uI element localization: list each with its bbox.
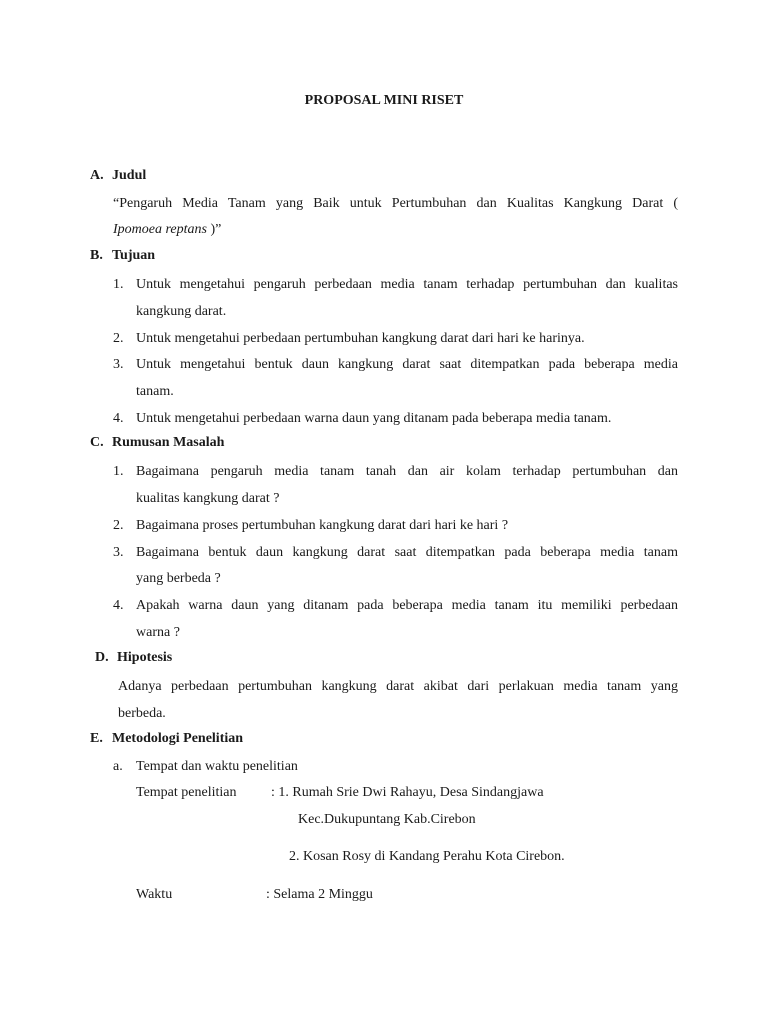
document-title: PROPOSAL MINI RISET xyxy=(304,93,464,108)
rumusan-item-1-line-2: kualitas kangkung darat ? xyxy=(136,491,280,506)
tujuan-item-2-line-1: Untuk mengetahui perbedaan pertumbuhan kangkung darat dari hari ke harinya. xyxy=(136,331,585,346)
section-a-heading: A. Judul xyxy=(90,168,147,183)
tujuan-item-1-line-2: kangkung darat. xyxy=(136,304,227,319)
tujuan-num-3: 3. xyxy=(113,357,124,372)
tempat-penelitian-label: Tempat penelitian xyxy=(136,785,237,800)
hipotesis-line-2: berbeda. xyxy=(118,706,166,721)
judul-line-1: “Pengaruh Media Tanam yang Baik untuk Pertumbuhan dan Kualitas Kangkung Darat ( xyxy=(113,196,678,211)
tempat-penelitian-value-1: : 1. Rumah Srie Dwi Rahayu, Desa Sindangjawa xyxy=(271,785,544,800)
tujuan-num-4: 4. xyxy=(113,411,124,426)
waktu-value: : Selama 2 Minggu xyxy=(266,887,373,902)
rumusan-num-2: 2. xyxy=(113,518,124,533)
tujuan-num-1: 1. xyxy=(113,277,124,292)
tempat-penelitian-value-1b: Kec.Dukupuntang Kab.Cirebon xyxy=(298,812,476,827)
judul-line-2: Ipomoea reptans )” xyxy=(113,222,222,237)
tujuan-num-2: 2. xyxy=(113,331,124,346)
rumusan-item-1-line-1: Bagaimana pengaruh media tanam tanah dan air kolam terhadap pertumbuhan dan xyxy=(136,464,678,479)
rumusan-item-2-line-1: Bagaimana proses pertumbuhan kangkung darat dari hari ke hari ? xyxy=(136,518,509,533)
metodologi-sub-a-label: Tempat dan waktu penelitian xyxy=(136,759,298,774)
section-c-heading: C. Rumusan Masalah xyxy=(90,435,225,450)
rumusan-num-1: 1. xyxy=(113,464,124,479)
rumusan-item-3-line-2: yang berbeda ? xyxy=(136,571,221,586)
metodologi-sub-a-num: a. xyxy=(113,759,123,774)
tempat-penelitian-value-2: 2. Kosan Rosy di Kandang Perahu Kota Cirebon. xyxy=(289,849,565,864)
tujuan-item-3-line-2: tanam. xyxy=(136,384,174,399)
hipotesis-line-1: Adanya perbedaan pertumbuhan kangkung darat akibat dari perlakuan media tanam yang xyxy=(118,679,678,694)
tujuan-item-3-line-1: Untuk mengetahui bentuk daun kangkung darat saat ditempatkan pada beberapa media xyxy=(136,357,678,372)
section-e-heading: E. Metodologi Penelitian xyxy=(90,731,244,746)
tujuan-item-1-line-1: Untuk mengetahui pengaruh perbedaan media tanam terhadap pertumbuhan dan kualitas xyxy=(136,277,678,292)
section-b-heading: B. Tujuan xyxy=(90,248,156,263)
waktu-label: Waktu xyxy=(136,887,173,902)
rumusan-num-3: 3. xyxy=(113,545,124,560)
rumusan-item-4-line-1: Apakah warna daun yang ditanam pada beberapa media tanam itu memiliki perbedaan xyxy=(136,598,678,613)
rumusan-item-3-line-1: Bagaimana bentuk daun kangkung darat saat ditempatkan pada beberapa media tanam xyxy=(136,545,678,560)
tujuan-item-4-line-1: Untuk mengetahui perbedaan warna daun yang ditanam pada beberapa media tanam. xyxy=(136,411,612,426)
rumusan-item-4-line-2: warna ? xyxy=(136,625,180,640)
rumusan-num-4: 4. xyxy=(113,598,124,613)
section-d-heading: D. Hipotesis xyxy=(95,650,173,665)
